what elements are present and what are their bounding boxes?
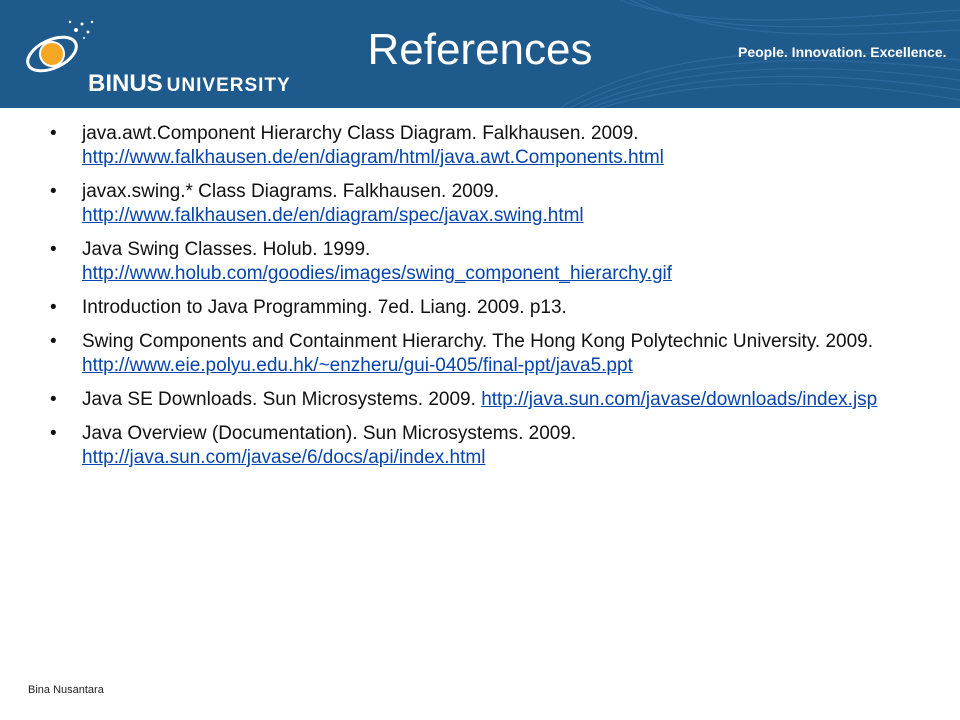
list-item [50,330,930,378]
slide-header [0,0,960,108]
bullet: • [50,297,57,318]
reference-link[interactable]: http://www.falkhausen.de/en/diagram/html/java.awt.Components.html [82,147,664,168]
reference-list [50,122,930,480]
tagline: People. Innovation. Excellence. [738,44,947,60]
reference-link[interactable]: http://www.eie.polyu.edu.hk/~enzheru/gui-0405/final-ppt/java5.ppt [82,355,633,376]
footer-text: Bina Nusantara [28,684,104,696]
logo-main-text: BINUS [88,70,163,97]
list-item [50,238,930,286]
reference-text: Java SE Downloads. Sun Microsystems. 2009. [82,389,482,410]
list-item [50,388,930,412]
reference-text: Swing Components and Containment Hierarchy. The Hong Kong Polytechnic University. 2009. [82,331,874,352]
reference-text: Introduction to Java Programming. 7ed. Liang. 2009. p13. [82,297,567,318]
slide-title: References [367,25,593,74]
reference-text: Java Swing Classes. Holub. 1999. [82,239,371,260]
reference-link[interactable]: http://java.sun.com/javase/6/docs/api/index.html [82,447,486,468]
reference-text: java.awt.Component Hierarchy Class Diagram. Falkhausen. 2009. [82,123,639,144]
list-item [50,422,930,470]
bullet: • [50,123,57,144]
reference-link[interactable]: http://java.sun.com/javase/downloads/index.jsp [481,389,878,410]
list-item [50,122,930,170]
bullet: • [50,389,57,410]
reference-text: javax.swing.* Class Diagrams. Falkhausen. 2009. [82,181,500,202]
binus-logo [18,14,291,98]
reference-link[interactable]: http://www.holub.com/goodies/images/swing_component_hierarchy.gif [82,263,673,284]
bullet: • [50,423,57,444]
list-item [50,296,930,320]
list-item [50,180,930,228]
reference-text: Java Overview (Documentation). Sun Microsystems. 2009. [82,423,577,444]
bullet: • [50,331,57,352]
bullet: • [50,181,57,202]
logo-sub-text: UNIVERSITY [166,75,291,96]
bullet: • [50,239,57,260]
reference-link[interactable]: http://www.falkhausen.de/en/diagram/spec/javax.swing.html [82,205,584,226]
logo-wordmark [88,70,291,98]
